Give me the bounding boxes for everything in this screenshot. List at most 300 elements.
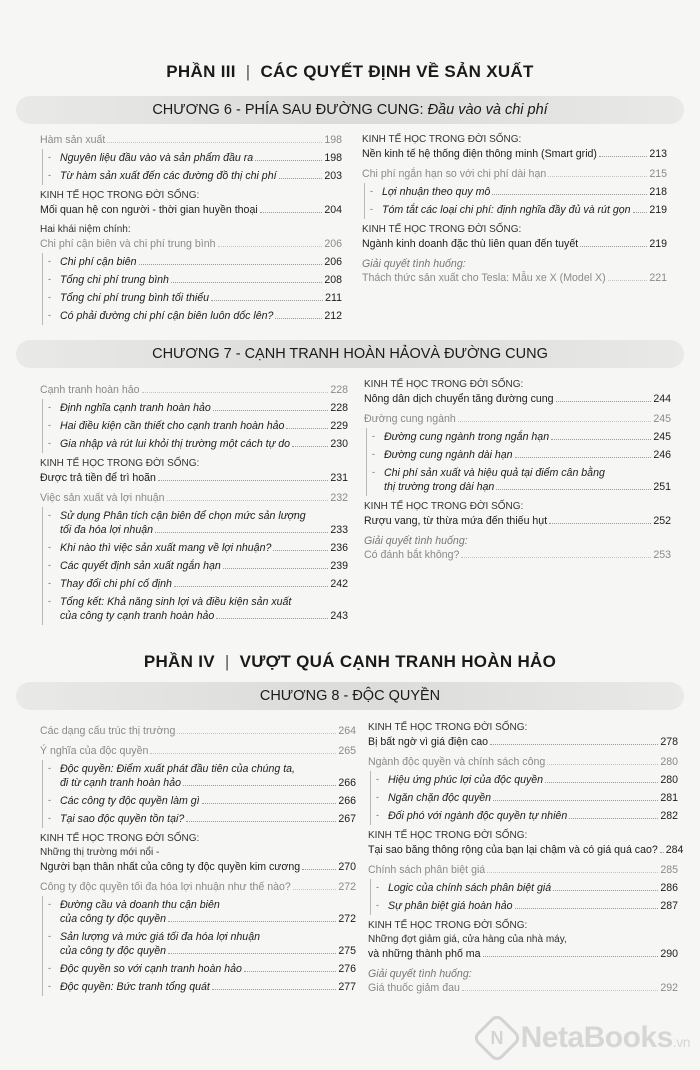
- bullet-arrow-icon: -: [48, 596, 51, 606]
- toc-page-number: 244: [653, 393, 671, 405]
- toc-entry: [362, 271, 667, 285]
- dot-leader: [107, 142, 322, 143]
- dot-leader: [255, 160, 322, 161]
- group-divider: [42, 760, 43, 828]
- toc-entry-title: Ngành độc quyền và chính sách công: [368, 756, 546, 768]
- group-divider: [366, 428, 367, 496]
- bullet-arrow-icon: -: [48, 510, 51, 520]
- toc-entry-title: Giá thuốc giảm đau: [368, 982, 460, 994]
- toc-entry: [362, 257, 667, 271]
- dot-leader: [458, 421, 652, 422]
- bullet-arrow-icon: -: [48, 813, 51, 823]
- bullet-arrow-icon: -: [48, 152, 51, 162]
- watermark-suffix: .vn: [672, 1034, 690, 1050]
- toc-entry-title: Logic của chính sách phân biệt giá: [388, 882, 552, 894]
- toc-subentry: [388, 791, 678, 805]
- dot-leader: [244, 971, 336, 972]
- toc-subentry: [60, 509, 348, 523]
- dot-leader: [177, 733, 336, 734]
- dot-leader: [493, 800, 658, 801]
- netabooks-watermark: [479, 1020, 690, 1056]
- toc-subentry: [384, 466, 671, 480]
- toc-entry-title: của công ty cạnh tranh hoàn hảo: [60, 610, 215, 622]
- part-heading: CÁC QUYẾT ĐỊNH VỀ SẢN XUẤT: [260, 62, 534, 81]
- toc-entry: [368, 843, 684, 857]
- toc-entry-title: Đường cầu và doanh thu cận biên: [60, 899, 220, 911]
- bullet-arrow-icon: -: [48, 274, 51, 284]
- toc-entry-title: KINH TẾ HỌC TRONG ĐỜI SỐNG:: [40, 833, 200, 844]
- toc-entry: [364, 412, 671, 426]
- toc-page-number: 232: [330, 492, 348, 504]
- dot-leader: [547, 764, 658, 765]
- toc-section-header: [40, 832, 356, 846]
- toc-entry: [40, 724, 356, 738]
- toc-entry-title: Rượu vang, từ thừa mứa đến thiếu hụt: [364, 515, 548, 527]
- toc-subentry: [60, 794, 356, 808]
- toc-entry: [368, 735, 678, 749]
- toc-section-header: [364, 500, 671, 514]
- dot-leader: [216, 618, 328, 619]
- group-divider: [42, 399, 43, 453]
- toc-entry-title: Thách thức sản xuất cho Tesla: Mẫu xe X (Model X): [362, 272, 606, 284]
- chapter-label: CHƯƠNG 8 - ĐỘC QUYỀN: [259, 688, 441, 704]
- toc-page-number: 243: [330, 610, 348, 622]
- toc-entry: [364, 392, 671, 406]
- bullet-arrow-icon: -: [48, 420, 51, 430]
- toc-entry-title: KINH TẾ HỌC TRONG ĐỜI SỐNG:: [364, 501, 524, 512]
- toc-page-number: 265: [338, 745, 356, 757]
- toc-entry-title: Bị bất ngờ vì giá điện cao: [368, 736, 489, 748]
- toc-entry-title: Sản lượng và mức giá tối đa hóa lợi nhuận: [60, 931, 260, 943]
- toc-entry-title: KINH TẾ HỌC TRONG ĐỜI SỐNG:: [368, 830, 528, 841]
- toc-entry-title: KINH TẾ HỌC TRONG ĐỜI SỐNG:: [40, 458, 200, 469]
- toc-entry-title: Giải quyết tình huống:: [362, 258, 466, 270]
- toc-page-number: 204: [324, 204, 342, 216]
- toc-entry: [40, 237, 342, 251]
- toc-page-number: 292: [660, 982, 678, 994]
- toc-entry-title: Các công ty độc quyền làm gì: [60, 795, 200, 807]
- dot-leader: [515, 908, 659, 909]
- chapter-6-band: [16, 96, 684, 124]
- toc-entry: [40, 491, 348, 505]
- toc-section-header: [368, 829, 678, 843]
- toc-page-number: 239: [330, 560, 348, 572]
- toc-entry: [40, 223, 342, 237]
- part-label: PHẦN III: [166, 62, 236, 81]
- toc-entry-title: Định nghĩa cạnh tranh hoàn hảo: [60, 402, 211, 414]
- bullet-arrow-icon: -: [370, 204, 373, 214]
- dot-leader: [608, 280, 648, 281]
- toc-page-number: 284: [665, 844, 684, 856]
- toc-section-header: [40, 846, 356, 860]
- toc-entry-title: Cạnh tranh hoàn hảo: [40, 384, 140, 396]
- toc-page-number: 280: [660, 756, 678, 768]
- group-divider: [42, 896, 43, 996]
- watermark-text: [521, 1021, 690, 1055]
- group-divider: [370, 879, 371, 915]
- toc-subentry: [60, 255, 342, 269]
- toc-entry-title: Giải quyết tình huống:: [368, 968, 472, 980]
- dot-leader: [545, 782, 658, 783]
- toc-subentry: [60, 523, 348, 537]
- toc-subentry: [60, 169, 342, 183]
- toc-entry-title: Nông dân dịch chuyển tăng đường cung: [364, 393, 554, 405]
- toc-page-number: 266: [338, 777, 356, 789]
- dot-leader: [139, 264, 323, 265]
- toc-page-number: 242: [330, 578, 348, 590]
- toc-entry-title: Hai khái niệm chính:: [40, 224, 131, 235]
- dot-leader: [462, 990, 658, 991]
- toc-page-number: 290: [660, 948, 678, 960]
- toc-entry-title: Việc sản xuất và lợi nhuận: [40, 492, 165, 504]
- toc-subentry: [60, 812, 356, 826]
- toc-entry: [40, 744, 356, 758]
- toc-subentry: [384, 480, 671, 494]
- bullet-arrow-icon: -: [370, 186, 373, 196]
- toc-page-number: 245: [653, 413, 671, 425]
- toc-entry-title: của công ty độc quyền: [60, 913, 167, 925]
- toc-entry-title: Tổng chi phí trung bình: [60, 274, 169, 286]
- chapter-label: CHƯƠNG 7 - CẠNH TRANH HOÀN HẢOVÀ ĐƯỜNG CUNG: [152, 346, 548, 362]
- toc-entry-title: Có đánh bắt không?: [364, 549, 460, 561]
- toc-subentry: [388, 881, 678, 895]
- toc-entry: [368, 967, 678, 981]
- toc-subentry: [384, 430, 671, 444]
- toc-subentry: [388, 773, 678, 787]
- toc-entry: [368, 863, 678, 877]
- chapter-subtitle: Đầu vào và chi phí: [427, 102, 548, 118]
- netabooks-logo-icon: [471, 1013, 522, 1064]
- bullet-arrow-icon: -: [48, 310, 51, 320]
- toc-subentry: [60, 762, 356, 776]
- dot-leader: [580, 246, 647, 247]
- toc-page-number: 282: [660, 810, 678, 822]
- toc-page-number: 208: [324, 274, 342, 286]
- bullet-arrow-icon: -: [48, 981, 51, 991]
- dot-leader: [275, 318, 322, 319]
- toc-subentry: [60, 898, 356, 912]
- toc-entry-title: Đường cung ngành trong ngắn hạn: [384, 431, 550, 443]
- toc-entry-title: Sử dụng Phân tích cận biên để chọn mức sản lượng: [60, 510, 306, 522]
- toc-page-number: 251: [653, 481, 671, 493]
- group-divider: [364, 183, 365, 219]
- chapter-7-band: [16, 340, 684, 368]
- dot-leader: [496, 489, 651, 490]
- toc-subentry: [60, 930, 356, 944]
- dot-leader: [292, 446, 328, 447]
- dot-leader: [492, 194, 647, 195]
- toc-entry-title: KINH TẾ HỌC TRONG ĐỜI SỐNG:: [364, 379, 524, 390]
- toc-subentry: [60, 273, 342, 287]
- toc-page-number: 211: [325, 292, 342, 304]
- toc-entry: [368, 755, 678, 769]
- toc-entry-title: Lợi nhuận theo quy mô: [382, 186, 491, 198]
- dot-leader: [168, 953, 336, 954]
- bullet-arrow-icon: -: [48, 931, 51, 941]
- toc-entry-title: Tổng kết: Khả năng sinh lợi và điều kiện sản xuất: [60, 596, 292, 608]
- bullet-arrow-icon: -: [48, 542, 51, 552]
- toc-page-number: 218: [649, 186, 667, 198]
- toc-page-number: 245: [653, 431, 671, 443]
- toc-page-number: 276: [338, 963, 356, 975]
- bullet-arrow-icon: -: [376, 792, 379, 802]
- toc-subentry: [60, 437, 348, 451]
- toc-entry-title: Người bạn thân nhất của công ty độc quyền kim cương: [40, 861, 301, 873]
- part-3-title: [0, 62, 700, 82]
- toc-entry-title: Đường cung ngành: [364, 413, 456, 425]
- toc-page-number: 219: [649, 238, 667, 250]
- toc-subentry: [60, 912, 356, 926]
- toc-subentry: [60, 151, 342, 165]
- toc-entry-title: Tại sao băng thông rộng của bạn lại chậm và có giá quá cao?: [368, 844, 658, 856]
- toc-section-header: [364, 378, 671, 392]
- dot-leader: [553, 890, 658, 891]
- toc-subentry: [60, 401, 348, 415]
- group-divider: [42, 149, 43, 185]
- dot-leader: [286, 428, 328, 429]
- toc-subentry: [384, 448, 671, 462]
- toc-section-header: [40, 457, 348, 471]
- toc-subentry: [60, 291, 342, 305]
- dot-leader: [490, 744, 658, 745]
- toc-entry-title: KINH TẾ HỌC TRONG ĐỜI SỐNG:: [368, 920, 528, 931]
- toc-entry-title: của công ty độc quyền: [60, 945, 167, 957]
- part-separator: |: [245, 62, 251, 81]
- toc-entry-title: Độc quyền: Bức tranh tổng quát: [60, 981, 210, 993]
- toc-subentry: [60, 559, 348, 573]
- toc-subentry: [60, 419, 348, 433]
- toc-entry-title: Các dạng cấu trúc thị trường: [40, 725, 176, 737]
- dot-leader: [487, 872, 658, 873]
- toc-entry-title: Từ hàm sản xuất đến các đường đồ thị chi phí: [60, 170, 277, 182]
- toc-entry-title: Được trả tiền để trì hoãn: [40, 472, 156, 484]
- dot-leader: [461, 557, 651, 558]
- toc-entry-title: đi từ cạnh tranh hoàn hảo: [60, 777, 181, 789]
- toc-entry-title: Các quyết định sản xuất ngắn hạn: [60, 560, 221, 572]
- dot-leader: [213, 410, 329, 411]
- dot-leader: [174, 586, 328, 587]
- toc-page-number: 206: [324, 256, 342, 268]
- toc-page-number: 198: [324, 152, 342, 164]
- toc-subentry: [388, 899, 678, 913]
- toc-subentry: [382, 185, 667, 199]
- toc-page-number: 228: [330, 384, 348, 396]
- toc-subentry: [60, 577, 348, 591]
- toc-page-number: 286: [660, 882, 678, 894]
- toc-page-number: 236: [330, 542, 348, 554]
- dot-leader: [168, 921, 336, 922]
- part-4-title: [0, 652, 700, 672]
- part-heading: VƯỢT QUÁ CẠNH TRANH HOÀN HẢO: [239, 652, 557, 671]
- toc-page-number: 221: [649, 272, 667, 284]
- dot-leader: [515, 457, 652, 458]
- bullet-arrow-icon: -: [372, 431, 375, 441]
- toc-entry-title: Tóm tắt các loại chi phí: định nghĩa đầy đủ và rút gọn: [382, 204, 631, 216]
- dot-leader: [155, 532, 328, 533]
- dot-leader: [158, 480, 328, 481]
- dot-leader: [660, 852, 664, 853]
- toc-entry-title: Đối phó với ngành độc quyền tự nhiên: [388, 810, 568, 822]
- toc-section-header: [362, 223, 667, 237]
- dot-leader: [183, 785, 336, 786]
- toc-subentry: [60, 595, 348, 609]
- toc-entry-title: Những đợt giảm giá, cửa hàng của nhà máy,: [368, 934, 567, 945]
- toc-page-number: 281: [660, 792, 678, 804]
- toc-entry: [362, 237, 667, 251]
- toc-entry-title: thị trường trong dài hạn: [384, 481, 495, 493]
- dot-leader: [279, 178, 323, 179]
- toc-entry-title: KINH TẾ HỌC TRONG ĐỜI SỐNG:: [362, 224, 522, 235]
- toc-subentry: [60, 980, 356, 994]
- toc-entry: [40, 203, 342, 217]
- toc-page-number: 230: [330, 438, 348, 450]
- toc-entry-title: KINH TẾ HỌC TRONG ĐỜI SỐNG:: [362, 134, 522, 145]
- toc-page-number: 231: [330, 472, 348, 484]
- toc-section-header: [368, 721, 678, 735]
- toc-entry-title: Sự phân biệt giá hoàn hảo: [388, 900, 513, 912]
- toc-entry-title: Hai điều kiện cần thiết cho cạnh tranh hoàn hảo: [60, 420, 285, 432]
- toc-entry-title: Có phải đường chi phí cận biên luôn dốc lên?: [60, 310, 274, 322]
- toc-entry-title: Ngành kinh doanh đặc thù liên quan đến tuyết: [362, 238, 579, 250]
- toc-page-number: 264: [338, 725, 356, 737]
- toc-section-header: [368, 933, 678, 947]
- toc-entry-title: tối đa hóa lợi nhuận: [60, 524, 153, 536]
- toc-page-number: 212: [324, 310, 342, 322]
- toc-section-header: [362, 133, 667, 147]
- toc-subentry: [60, 309, 342, 323]
- bullet-arrow-icon: -: [372, 467, 375, 477]
- toc-page-number: 275: [338, 945, 356, 957]
- toc-subentry: [382, 203, 667, 217]
- toc-entry: [368, 981, 678, 995]
- toc-entry: [364, 534, 671, 548]
- toc-entry-title: Chính sách phân biệt giá: [368, 864, 486, 876]
- bullet-arrow-icon: -: [48, 170, 51, 180]
- toc-entry-title: Giải quyết tình huống:: [364, 535, 468, 547]
- dot-leader: [302, 869, 336, 870]
- chapter-8-band: [16, 682, 684, 710]
- toc-page-number: 285: [660, 864, 678, 876]
- toc-entry-title: Ngăn chặn độc quyền: [388, 792, 492, 804]
- group-divider: [42, 253, 43, 325]
- dot-leader: [293, 889, 336, 890]
- toc-page-number: 266: [338, 795, 356, 807]
- dot-leader: [212, 989, 336, 990]
- toc-page-number: 215: [649, 168, 667, 180]
- bullet-arrow-icon: -: [372, 449, 375, 459]
- toc-entry-title: Chi phí sản xuất và hiệu quả tại điểm cân bằng: [384, 467, 605, 479]
- toc-entry-title: Độc quyền so với cạnh tranh hoàn hảo: [60, 963, 242, 975]
- chapter-label: CHƯƠNG 6 - PHÍA SAU ĐƯỜNG CUNG:: [152, 102, 424, 118]
- bullet-arrow-icon: -: [376, 882, 379, 892]
- toc-page-number: 229: [330, 420, 348, 432]
- bullet-arrow-icon: -: [48, 256, 51, 266]
- toc-entry-title: Tại sao độc quyền tồn tại?: [60, 813, 185, 825]
- group-divider: [42, 507, 43, 625]
- part-label: PHẦN IV: [143, 652, 215, 671]
- toc-page-number: 267: [338, 813, 356, 825]
- toc-entry-title: Công ty độc quyền tối đa hóa lợi nhuận như thế nào?: [40, 881, 291, 893]
- toc-entry-title: Khi nào thì việc sản xuất mang về lợi nhuận?: [60, 542, 272, 554]
- toc-page-number: 272: [338, 913, 356, 925]
- toc-page-number: 278: [660, 736, 678, 748]
- bullet-arrow-icon: -: [48, 402, 51, 412]
- bullet-arrow-icon: -: [48, 292, 51, 302]
- watermark-brand: NetaBooks: [520, 1021, 673, 1054]
- bullet-arrow-icon: -: [376, 774, 379, 784]
- toc-subentry: [60, 541, 348, 555]
- toc-entry: [40, 133, 342, 147]
- toc-page-number: 253: [653, 549, 671, 561]
- dot-leader: [599, 156, 647, 157]
- toc-entry-title: Tổng chi phí trung bình tối thiểu: [60, 292, 210, 304]
- toc-page-number: 287: [660, 900, 678, 912]
- dot-leader: [186, 821, 336, 822]
- toc-entry-title: Hiệu ứng phúc lợi của độc quyền: [388, 774, 544, 786]
- dot-leader: [202, 803, 337, 804]
- bullet-arrow-icon: -: [48, 899, 51, 909]
- toc-entry-title: Thay đổi chi phí cố định: [60, 578, 172, 590]
- part-separator: |: [224, 652, 230, 671]
- dot-leader: [167, 500, 329, 501]
- toc-entry: [364, 548, 671, 562]
- toc-subentry: [60, 609, 348, 623]
- dot-leader: [260, 212, 323, 213]
- toc-subentry: [60, 776, 356, 790]
- toc-section-header: [40, 189, 342, 203]
- toc-entry-title: Chi phí ngắn hạn so với chi phí dài hạn: [362, 168, 547, 180]
- toc-page-number: 233: [330, 524, 348, 536]
- toc-entry-title: và những thành phố ma: [368, 948, 481, 960]
- toc-subentry: [60, 944, 356, 958]
- toc-entry-title: Những thị trường mới nổi -: [40, 847, 160, 858]
- dot-leader: [483, 956, 659, 957]
- toc-entry: [362, 167, 667, 181]
- dot-leader: [549, 523, 651, 524]
- toc-page-number: 272: [338, 881, 356, 893]
- bullet-arrow-icon: -: [48, 578, 51, 588]
- dot-leader: [556, 401, 652, 402]
- toc-entry-title: Nguyên liệu đầu vào và sản phẩm đầu ra: [60, 152, 254, 164]
- toc-page-number: 280: [660, 774, 678, 786]
- toc-entry-title: Nền kinh tế hệ thống điện thông minh (Smart grid): [362, 148, 597, 160]
- toc-page-number: 277: [338, 981, 356, 993]
- toc-entry-title: Chi phí cận biên và chi phí trung bình: [40, 238, 216, 250]
- toc-page-number: 246: [653, 449, 671, 461]
- toc-entry: [40, 471, 348, 485]
- toc-entry-title: Mối quan hệ con người - thời gian huyền thoại: [40, 204, 258, 216]
- bullet-arrow-icon: -: [376, 900, 379, 910]
- toc-page-number: 206: [324, 238, 342, 250]
- toc-entry-title: Đường cung ngành dài hạn: [384, 449, 513, 461]
- toc-page-number: 203: [324, 170, 342, 182]
- toc-entry-title: Gia nhập và rút lui khỏi thị trường một cách tự do: [60, 438, 291, 450]
- toc-page-number: 270: [338, 861, 356, 873]
- toc-entry-title: Độc quyền: Điểm xuất phát đầu tiên của chúng ta,: [60, 763, 295, 775]
- dot-leader: [171, 282, 322, 283]
- dot-leader: [142, 392, 329, 393]
- dot-leader: [211, 300, 323, 301]
- bullet-arrow-icon: -: [48, 763, 51, 773]
- toc-page-number: 198: [324, 134, 342, 146]
- bullet-arrow-icon: -: [48, 795, 51, 805]
- toc-section-header: [368, 919, 678, 933]
- toc-subentry: [60, 962, 356, 976]
- toc-entry-title: Hàm sản xuất: [40, 134, 106, 146]
- toc-entry: [40, 880, 356, 894]
- toc-entry: [40, 383, 348, 397]
- toc-entry-title: Ý nghĩa của độc quyền: [40, 745, 149, 757]
